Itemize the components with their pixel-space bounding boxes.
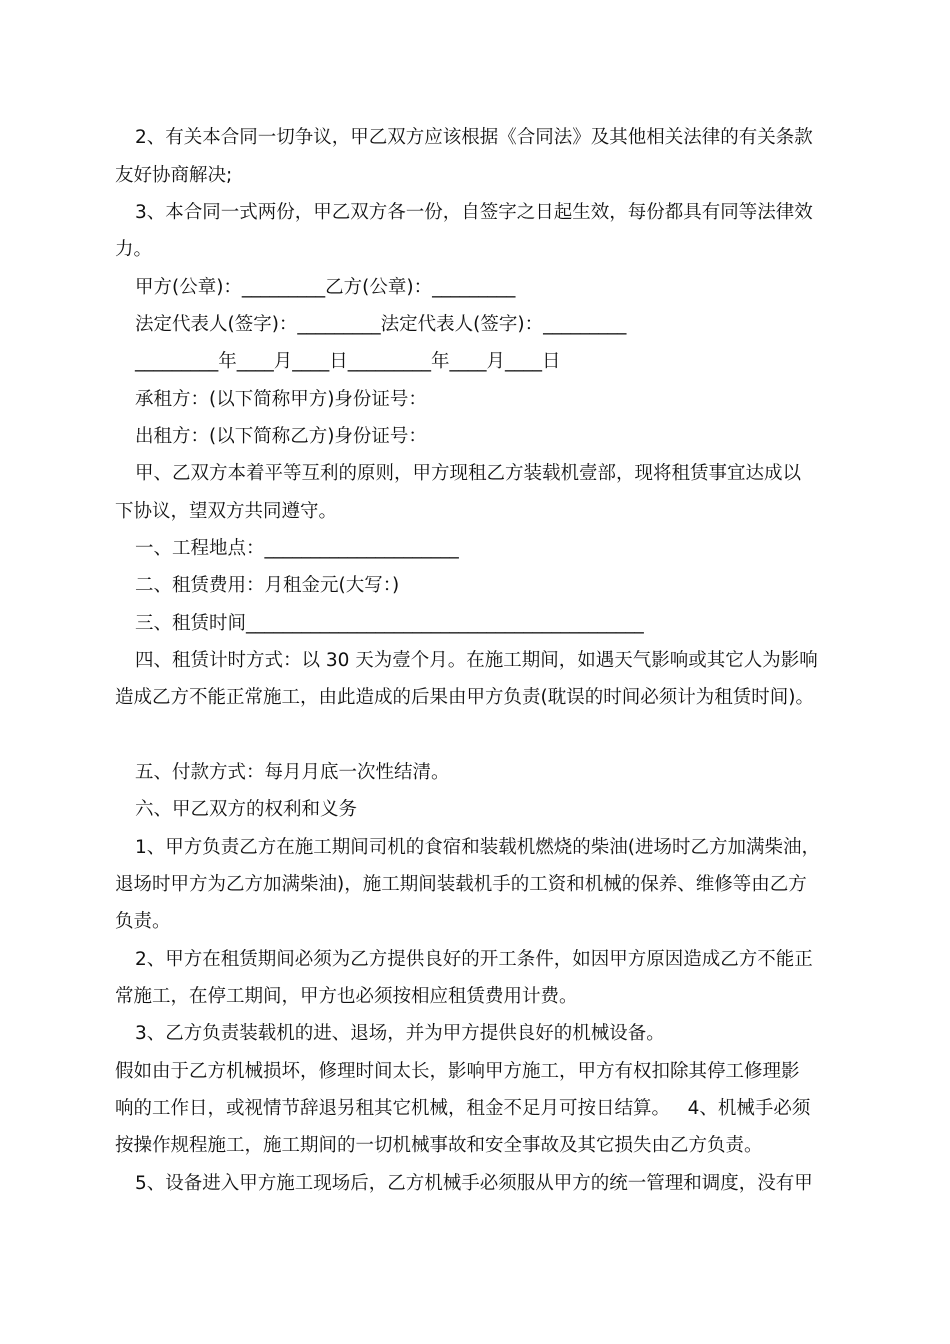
text-line: 响的工作日，或视情节辞退另租其它机械，租金不足月可按日结算。 4、机械手必须 [115,1098,811,1119]
text-line: 负责。 [115,911,171,932]
text-line: 2、有关本合同一切争议，甲乙双方应该根据《合同法》及其他相关法律的有关条款 [135,127,813,148]
clause-timing-method: 四、租赁计时方式：以 30 天为壹个月。在施工期间，如遇天气影响或其它人为影响 [135,650,818,671]
lessee-line: 承租方：(以下简称甲方)身份证号： [135,389,427,410]
text-line: 2、甲方在租赁期间必须为乙方提供良好的开工条件，如因甲方原因造成乙方不能正 [135,949,813,970]
text-line: 3、乙方负责装载机的进、退场，并为甲方提供良好的机械设备。 [135,1023,665,1044]
text-line: 假如由于乙方机械损坏，修理时间太长，影响甲方施工，甲方有权扣除其停工修理影 [115,1061,800,1082]
clause-rental-period: 三、租赁时间___________________________________________ [135,613,644,634]
text-line: 造成乙方不能正常施工，由此造成的后果由甲方负责(耽误的时间必须计为租赁时间)。 [115,687,814,708]
text-line: 按操作规程施工，施工期间的一切机械事故和安全事故及其它损失由乙方负责。 [115,1135,763,1156]
clause-project-location: 一、工程地点：_____________________ [135,538,459,559]
lessor-line: 出租方：(以下简称乙方)身份证号： [135,426,427,447]
text-line: 常施工，在停工期间，甲方也必须按相应租赁费用计费。 [115,986,578,1007]
date-line: _________年____月____日_________年____月____日 [135,351,561,372]
text-line: 3、本合同一式两份，甲乙双方各一份，自签字之日起生效，每份都具有同等法律效 [135,202,813,223]
text-line: 力。 [115,239,153,260]
clause-rental-fee: 二、租赁费用：月租金元(大写：) [135,575,400,596]
signature-line-company-seal: 甲方(公章)：_________乙方(公章)：_________ [135,277,516,298]
text-line: 1、甲方负责乙方在施工期间司机的食宿和装载机燃烧的柴油(进场时乙方加满柴油， [135,837,820,858]
section-heading-rights-obligations: 六、甲乙双方的权利和义务 [135,799,358,820]
text-line: 友好协商解决; [115,165,233,186]
text-line: 退场时甲方为乙方加满柴油)，施工期间装载机手的工资和机械的保养、维修等由乙方 [115,874,807,895]
signature-line-legal-representative: 法定代表人(签字)：_________法定代表人(签字)：_________ [135,314,627,335]
clause-payment-method: 五、付款方式：每月月底一次性结清。 [135,762,450,783]
text-line: 下协议，望双方共同遵守。 [115,501,338,522]
text-line: 5、设备进入甲方施工现场后，乙方机械手必须服从甲方的统一管理和调度，没有甲 [135,1173,813,1194]
text-line: 甲、乙双方本着平等互利的原则，甲方现租乙方装载机壹部，现将租赁事宜达成以 [135,463,802,484]
